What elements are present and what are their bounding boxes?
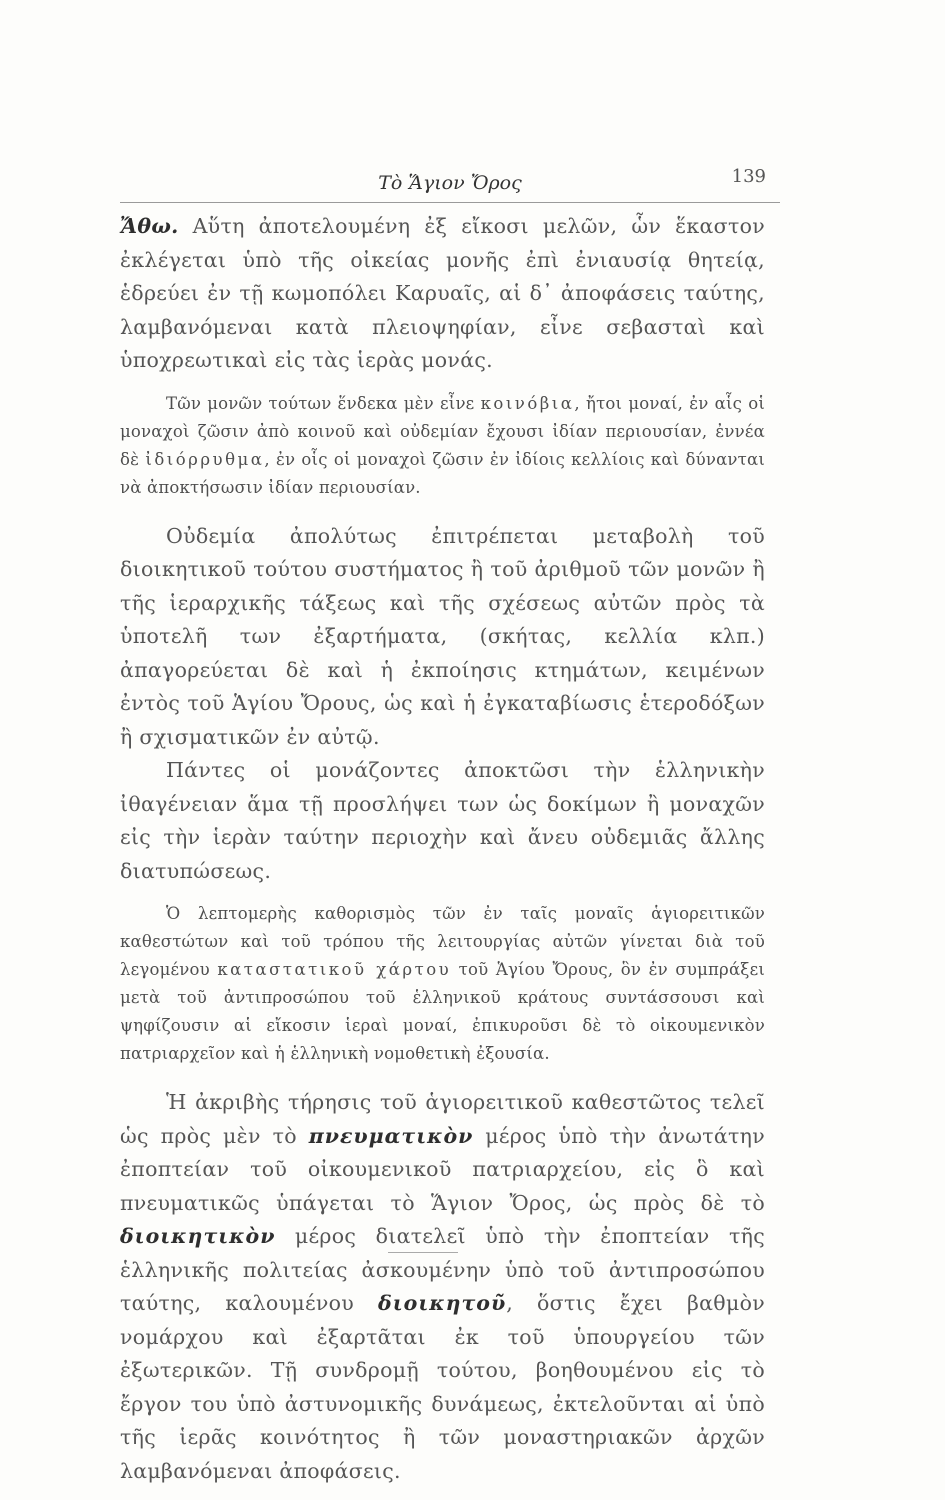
paragraph-2-a: Τῶν μονῶν τούτων ἕνδεκα μὲν εἶνε (166, 393, 481, 413)
paragraph-4: Πάντες οἱ μονάζοντες ἀποκτῶσι τὴν ἑλληνικὴν ἰθαγένειαν ἅμα τῇ προσλήψει των ὡς δοκίμων ἢ μοναχῶν εἰς τὴν ἱερὰν ταύτην περιοχὴν καὶ ἄνευ οὐδεμιᾶς ἄλλης διατυπώσεως. (120, 758, 765, 883)
paragraph-2-b: , ἤτοι μοναί, ἐν αἷς οἱ μοναχοὶ ζῶσιν ἀπὸ κοινοῦ καὶ οὐδεμίαν ἔχουσι ἰδίαν περιουσίαν, ἐννέα δὲ (120, 393, 766, 469)
paragraph-6-a: Ἡ ἀκριβὴς τήρησις τοῦ ἁγιορειτικοῦ καθεστῶτος τελεῖ ὡς πρὸς μὲν τὸ (120, 1090, 765, 1148)
term-governor: διοικητοῦ (378, 1291, 507, 1315)
paragraph-2-small (120, 390, 765, 502)
term-administrative: διοικητικὸν (120, 1224, 276, 1248)
term-koinobia: κοινόβια (480, 393, 575, 413)
page-number: 139 (731, 166, 766, 187)
page-body (120, 210, 765, 1488)
paragraph-5-b: τοῦ Ἁγίου Ὄρους, ὃν ἐν συμπράξει μετὰ τοῦ ἀντιπροσώπου τοῦ ἑλληνικοῦ κράτους συντάσσουσι καὶ ψηφίζουσιν αἱ εἴκοσιν ἱεραὶ μοναί, ἐπικυροῦσι δὲ τὸ οἰκουμενικὸν πατριαρχεῖον καὶ ἡ ἑλληνικὴ νομοθετικὴ ἐξουσία. (120, 960, 765, 1063)
header-rule (120, 202, 780, 203)
paragraph-6 (120, 1086, 765, 1488)
paragraph-1-lead: Ἄθω. (120, 214, 179, 238)
paragraph-6-b: μέρος ὑπὸ τὴν ἀνωτάτην ἐποπτείαν τοῦ οἰκουμενικοῦ πατριαρχείου, εἰς ὃ καὶ πνευματικῶς ὑπάγεται τὸ Ἅγιον Ὄρος, ὡς πρὸς δὲ τὸ (120, 1123, 765, 1215)
paragraph-5-a: Ὁ λεπτομερὴς καθορισμὸς τῶν ἐν ταῖς μοναῖς ἁγιορειτικῶν καθεστώτων καὶ τοῦ τρόπου τῆς λειτουργίας αὐτῶν γίνεται διὰ τοῦ λεγομένου (120, 904, 765, 979)
paragraph-5-small (120, 900, 765, 1068)
paragraph-2-c: , ἐν οἷς οἱ μοναχοὶ ζῶσιν ἐν ἰδίοις κελλίοις καὶ δύνανται νὰ ἀποκτήσωσιν ἰδίαν περιουσίαν. (120, 449, 765, 497)
paragraph-1-text: Αὕτη ἀποτελουμένη ἐξ εἴκοσι μελῶν, ὧν ἕκαστον ἐκλέγεται ὑπὸ τῆς οἰκείας μονῆς ἐπὶ ἐνιαυσίᾳ θητείᾳ, ἑδρεύει ἐν τῇ κωμοπόλει Καρυαῖς, αἱ δ᾽ ἀποφάσεις ταύτης, λαμβανόμεναι κατὰ πλειοψηφίαν, εἶνε σεβασταὶ καὶ ὑποχρεωτικαὶ εἰς τὰς ἱερὰς μονάς. (120, 214, 765, 372)
term-charter: καταστατικοῦ χάρτου (217, 960, 452, 979)
paragraph-6-c: μέρος διατελεῖ ὑπὸ τὴν ἐποπτείαν τῆς ἑλληνικῆς πολιτείας ἀσκουμένην ὑπὸ τοῦ ἀντιπροσώπου ταύτης, καλουμένου (120, 1224, 765, 1315)
term-spiritual: πνευματικὸν (308, 1123, 474, 1148)
term-idiorrythma: ἰδιόρρυθμα (145, 449, 265, 469)
paragraph-6-d: , ὅστις ἔχει βαθμὸν νομάρχου καὶ ἐξαρτᾶται ἐκ τοῦ ὑπουργείου τῶν ἐξωτερικῶν. Τῇ συνδρομῇ τούτου, βοηθουμένου εἰς τὸ ἔργον του ὑπὸ ἀστυνομικῆς δυνάμεως, ἐκτελοῦνται αἱ ὑπὸ τῆς ἱερᾶς κοινότητος ἢ τῶν μοναστηριακῶν ἀρχῶν λαμβανόμεναι ἀποφάσεις. (120, 1291, 765, 1483)
paragraph-3: Οὐδεμία ἀπολύτως ἐπιτρέπεται μεταβολὴ τοῦ διοικητικοῦ τούτου συστήματος ἢ τοῦ ἀριθμοῦ τῶν μονῶν ἢ τῆς ἱεραρχικῆς τάξεως καὶ τῆς σχέσεως αὐτῶν πρὸς τὰ ὑποτελῆ των ἐξαρτήματα, (σκήτας, κελλία κλπ.) ἀπαγορεύεται δὲ καὶ ἡ ἐκποίησις κτημάτων, κειμένων ἐντὸς τοῦ Ἁγίου Ὄρους, ὡς καὶ ἡ ἐγκαταβίωσις ἑτεροδόξων ἢ σχισματικῶν ἐν αὐτῷ. (120, 523, 765, 749)
running-title: Τὸ Ἅγιον Ὄρος (378, 172, 522, 194)
footer-rule (388, 1252, 458, 1253)
paragraph-1 (120, 210, 765, 378)
running-header (120, 166, 780, 206)
